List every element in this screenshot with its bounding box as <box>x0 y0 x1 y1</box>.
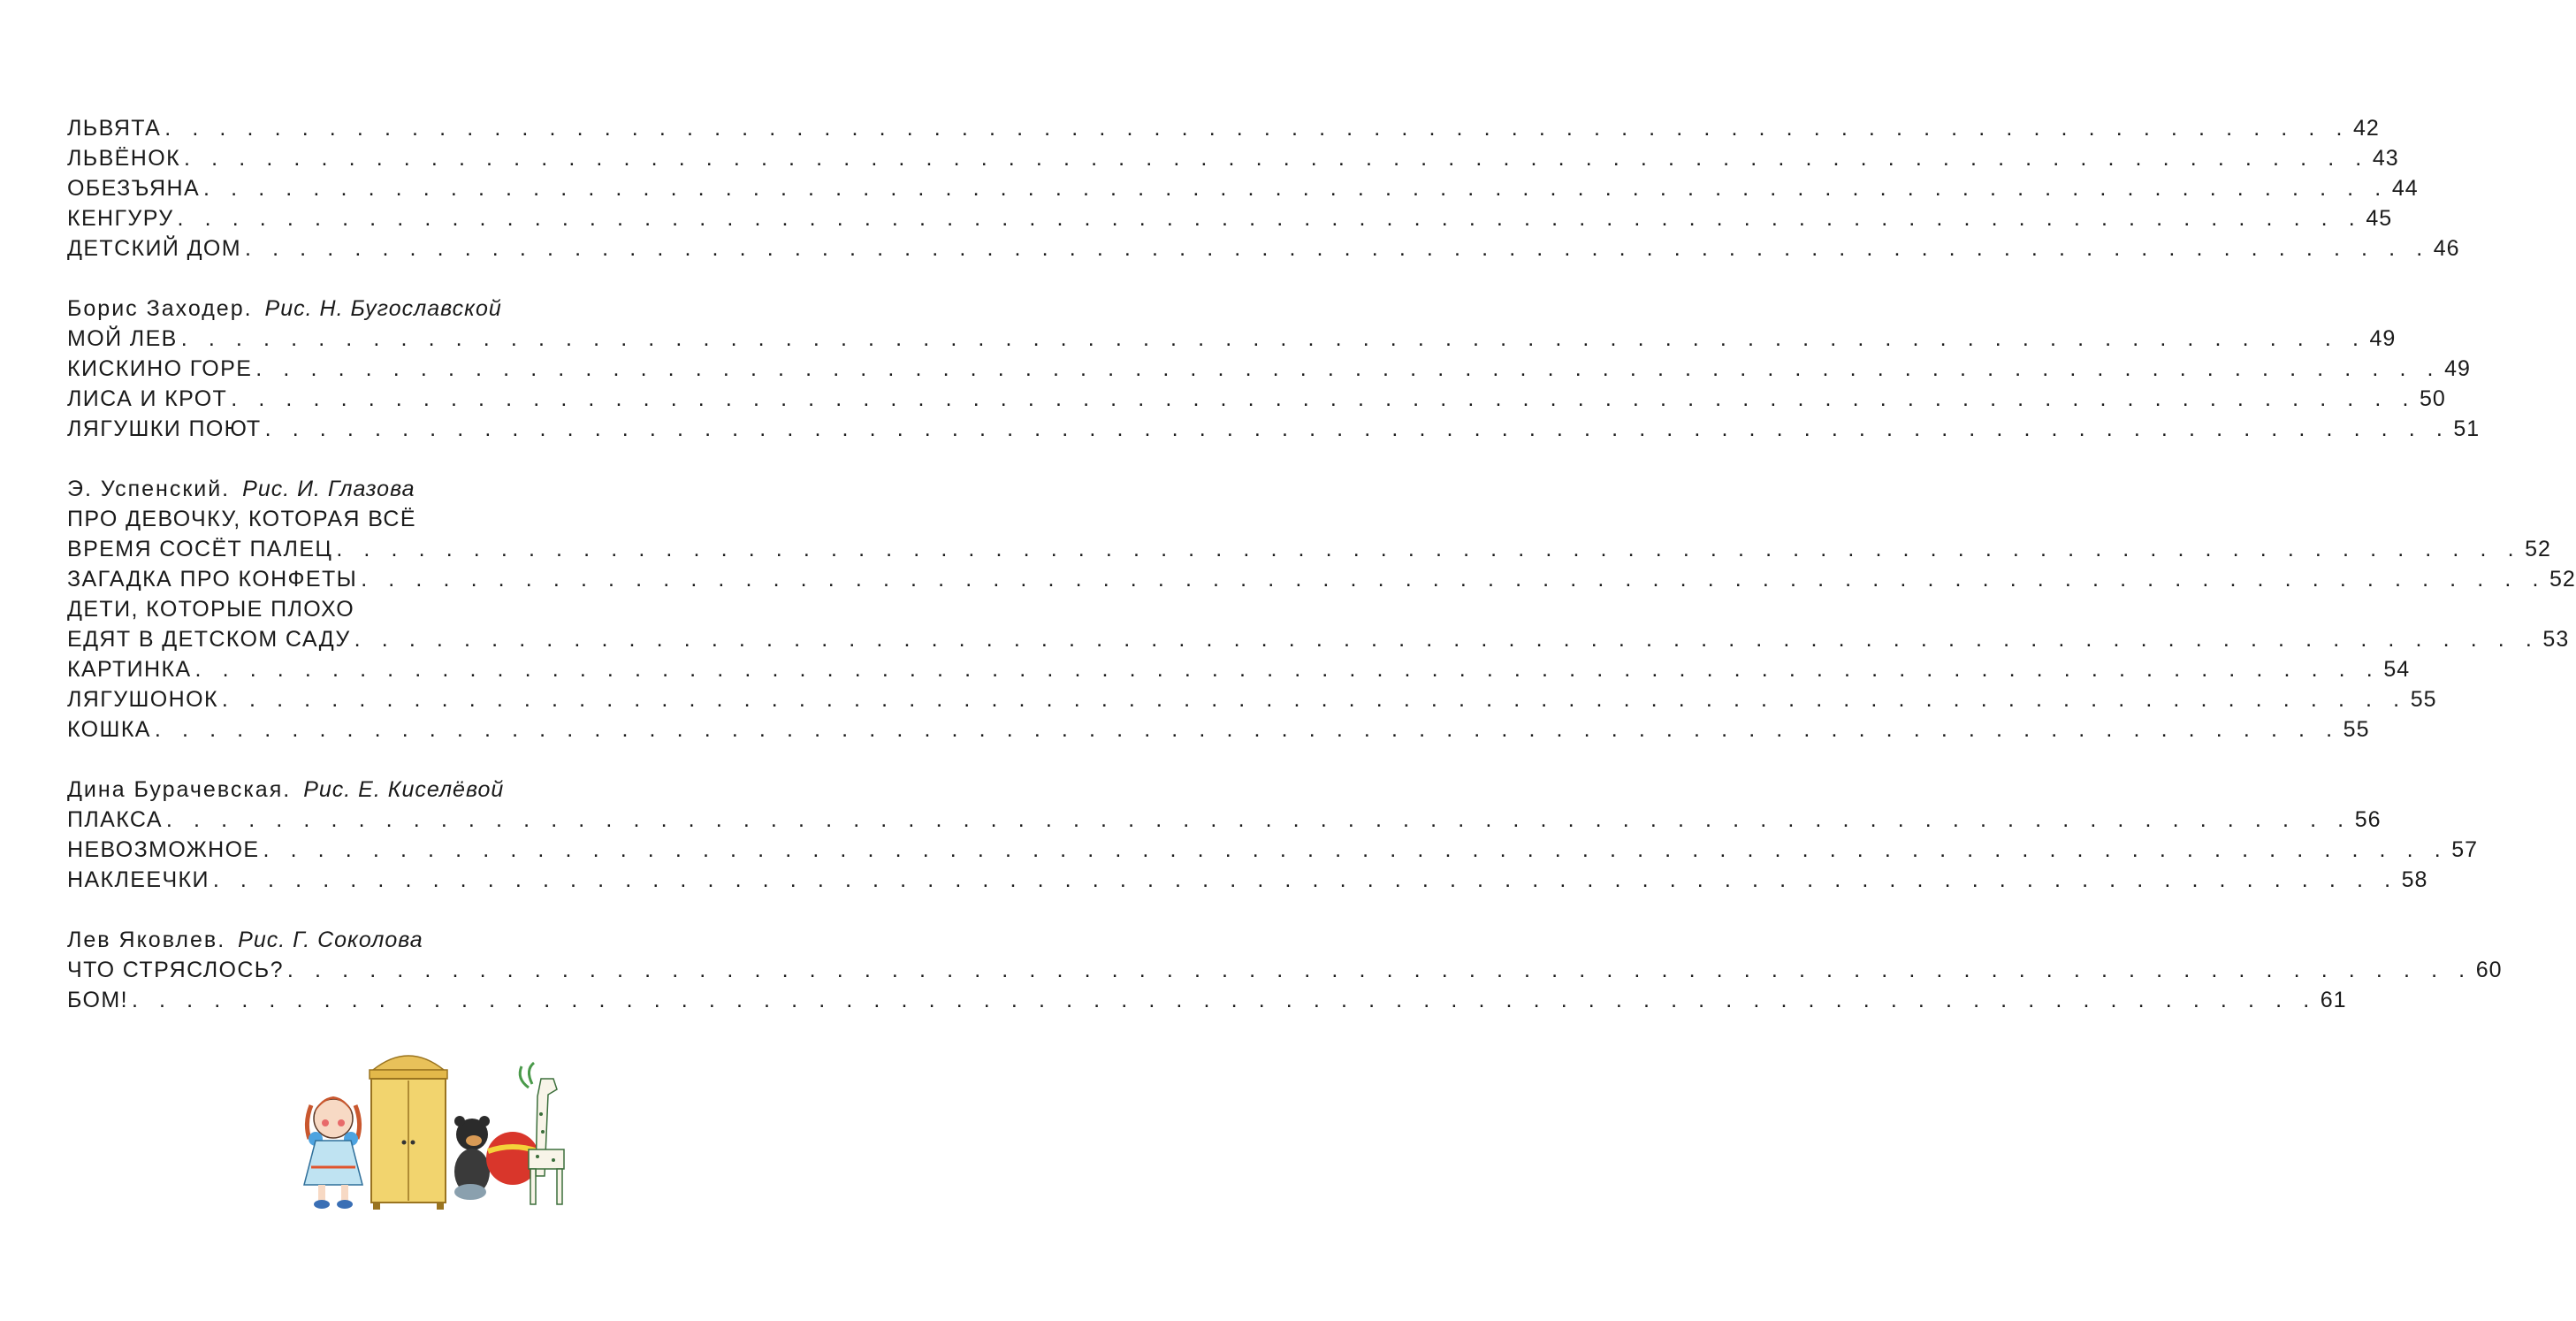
author-heading <box>67 925 773 955</box>
entry-title: КАРТИНКА <box>67 657 192 682</box>
entry-title: ЛИСА И КРОТ <box>67 386 228 411</box>
toys-illustration <box>276 1043 576 1220</box>
dot-leader: . . . . . . . . . . . . . . . . . . . . . . . . . . . . . . . . . . . . . . . . . . . . . . . . . . . . . . . . . . . . . . . . . . . . . . . . . . . . . . . . <box>255 356 2442 381</box>
entry-page-number: 60 <box>2475 958 2503 982</box>
entry-title: ЛЯГУШКИ ПОЮТ <box>67 416 262 441</box>
toc-entry <box>67 624 2570 654</box>
dot-leader: . . . . . . . . . . . . . . . . . . . . . . . . . . . . . . . . . . . . . . . . . . . . . . . . . . . . . . . . . . . . . . . . . . . . . . . . . . . . . . . . <box>165 807 2351 832</box>
toc-section <box>67 775 2479 895</box>
toc-section <box>67 474 2576 744</box>
entry-page-number: 51 <box>2453 416 2481 441</box>
toc-entry <box>67 835 2479 865</box>
toc-section <box>67 113 2460 263</box>
toc-entry <box>67 865 2428 895</box>
entry-title: ПЛАКСА <box>67 807 163 832</box>
dot-leader: . . . . . . . . . . . . . . . . . . . . . . . . . . . . . . . . . . . . . . . . . . . . . . . . . . . . . . . . . . . . . . . . . . . . . . . . . . . . . . . . <box>194 657 2381 682</box>
entry-page-number: 53 <box>2542 627 2570 652</box>
entry-page-number: 49 <box>2444 356 2471 381</box>
toc-section <box>67 294 2481 444</box>
entry-title: ЛЬВЁНОК <box>67 146 181 171</box>
dot-leader: . . . . . . . . . . . . . . . . . . . . . . . . . . . . . . . . . . . . . . . . . . . . . . . . . . . . . . . . . . . . . . . . . . . . . . . . . . . . . . . . <box>212 867 2398 892</box>
dot-leader: . . . . . . . . . . . . . . . . . . . . . . . . . . . . . . . . . . . . . . . . . . . . . . . . . . . . . . . . . . . . . . . . . . . . . . . . . . . . . . . . <box>286 958 2473 982</box>
toc-entry <box>67 504 773 534</box>
entry-title: КЕНГУРУ <box>67 206 174 231</box>
toc-entry <box>67 354 2471 384</box>
entry-title: ДЕТСКИЙ ДОМ <box>67 236 241 261</box>
entry-title: ЛЯГУШОНОК <box>67 687 218 712</box>
illustrator-credit: Рис. И. Глазова <box>242 477 415 501</box>
doll-figure <box>304 1096 362 1209</box>
entry-title: ЗАГАДКА ПРО КОНФЕТЫ <box>67 567 358 592</box>
dot-leader: . . . . . . . . . . . . . . . . . . . . . . . . . . . . . . . . . . . . . . . . . . . . . . . . . . . . . . . . . . . . . . . . . . . . . . . . . . . . . . . . <box>264 416 2450 441</box>
entry-page-number: 56 <box>2354 807 2382 832</box>
illustrator-credit: Рис. Н. Бугославской <box>264 296 502 321</box>
dot-leader: . . . . . . . . . . . . . . . . . . . . . . . . . . . . . . . . . . . . . . . . . . . . . . . . . . . . . . . . . . . . . . . . . . . . . . . . . . . . . . . . <box>354 627 2540 652</box>
dot-leader: . . . . . . . . . . . . . . . . . . . . . . . . . . . . . . . . . . . . . . . . . . . . . . . . . . . . . . . . . . . . . . . . . . . . . . . . . . . . . . . . <box>221 687 2407 712</box>
toc-entry <box>67 805 2382 835</box>
toc-entry <box>67 173 2419 203</box>
entry-title: МОЙ ЛЕВ <box>67 326 178 351</box>
author-heading <box>67 474 773 504</box>
dot-leader: . . . . . . . . . . . . . . . . . . . . . . . . . . . . . . . . . . . . . . . . . . . . . . . . . . . . . . . . . . . . . . . . . . . . . . . . . . . . . . . . <box>184 146 2369 171</box>
giraffe-figure <box>520 1063 564 1204</box>
entry-title: НАКЛЕЕЧКИ <box>67 867 210 892</box>
entry-title: КОШКА <box>67 717 151 742</box>
wardrobe-figure <box>370 1056 447 1210</box>
dot-leader: . . . . . . . . . . . . . . . . . . . . . . . . . . . . . . . . . . . . . . . . . . . . . . . . . . . . . . . . . . . . . . . . . . . . . . . . . . . . . . . . <box>231 386 2417 411</box>
entry-title: ЧТО СТРЯСЛОСЬ? <box>67 958 284 982</box>
entry-title: БОМ! <box>67 988 128 1012</box>
dot-leader: . . . . . . . . . . . . . . . . . . . . . . . . . . . . . . . . . . . . . . . . . . . . . . . . . . . . . . . . . . . . . . . . . . . . . . . . . . . . . . . . <box>203 176 2389 201</box>
entry-page-number: 45 <box>2366 206 2393 231</box>
entry-page-number: 50 <box>2420 386 2446 411</box>
entry-page-number: 49 <box>2369 326 2397 351</box>
toc-entry <box>67 143 2399 173</box>
toc-entry <box>67 414 2481 444</box>
entry-page-number: 57 <box>2451 837 2479 862</box>
dot-leader: . . . . . . . . . . . . . . . . . . . . . . . . . . . . . . . . . . . . . . . . . . . . . . . . . . . . . . . . . . . . . . . . . . . . . . . . . . . . . . . . <box>154 717 2340 742</box>
entry-title: ДЕТИ, КОТОРЫЕ ПЛОХО <box>67 597 355 622</box>
toc-section <box>67 925 2503 1015</box>
dot-leader: . . . . . . . . . . . . . . . . . . . . . . . . . . . . . . . . . . . . . . . . . . . . . . . . . . . . . . . . . . . . . . . . . . . . . . . . . . . . . . . . <box>164 116 2351 141</box>
toc-entry <box>67 714 2370 744</box>
illustrator-credit: Рис. Г. Соколова <box>238 928 423 952</box>
entry-page-number: 55 <box>2410 687 2437 712</box>
entry-page-number: 42 <box>2353 116 2380 141</box>
entry-page-number: 55 <box>2343 717 2370 742</box>
toc-entry <box>67 233 2460 263</box>
author-name: Борис Заходер. <box>67 296 253 321</box>
author-heading <box>67 775 773 805</box>
toc-entry <box>67 564 2576 594</box>
toc-entry <box>67 384 2446 414</box>
author-name: Э. Успенский. <box>67 477 231 501</box>
entry-page-number: 46 <box>2433 236 2460 261</box>
entry-title: ЕДЯТ В ДЕТСКОМ САДУ <box>67 627 351 652</box>
toc-entry <box>67 985 2347 1015</box>
entry-title: КИСКИНО ГОРЕ <box>67 356 253 381</box>
entry-page-number: 61 <box>2320 988 2347 1012</box>
table-of-contents <box>67 113 2576 1045</box>
toc-entry <box>67 684 2437 714</box>
dot-leader: . . . . . . . . . . . . . . . . . . . . . . . . . . . . . . . . . . . . . . . . . . . . . . . . . . . . . . . . . . . . . . . . . . . . . . . . . . . . . . . . <box>177 206 2363 231</box>
toc-entry <box>67 534 2551 564</box>
toc-entry <box>67 203 2393 233</box>
entry-title: ВРЕМЯ СОСЁТ ПАЛЕЦ <box>67 537 333 561</box>
toc-entry <box>67 113 2380 143</box>
dot-leader: . . . . . . . . . . . . . . . . . . . . . . . . . . . . . . . . . . . . . . . . . . . . . . . . . . . . . . . . . . . . . . . . . . . . . . . . . . . . . . . . <box>131 988 2317 1012</box>
entry-title: ОБЕЗЪЯНА <box>67 176 201 201</box>
entry-page-number: 52 <box>2549 567 2576 592</box>
entry-title: ЛЬВЯТА <box>67 116 162 141</box>
toc-entry <box>67 324 2397 354</box>
author-name: Лев Яковлев. <box>67 928 226 952</box>
author-heading <box>67 294 773 324</box>
illustrator-credit: Рис. Е. Киселёвой <box>303 777 505 802</box>
toc-entry <box>67 654 2411 684</box>
bear-figure <box>454 1116 490 1200</box>
author-name: Дина Бурачевская. <box>67 777 292 802</box>
dot-leader: . . . . . . . . . . . . . . . . . . . . . . . . . . . . . . . . . . . . . . . . . . . . . . . . . . . . . . . . . . . . . . . . . . . . . . . . . . . . . . . . <box>244 236 2430 261</box>
toc-entry <box>67 594 773 624</box>
dot-leader: . . . . . . . . . . . . . . . . . . . . . . . . . . . . . . . . . . . . . . . . . . . . . . . . . . . . . . . . . . . . . . . . . . . . . . . . . . . . . . . . <box>361 567 2546 592</box>
entry-page-number: 58 <box>2401 867 2428 892</box>
entry-title: ПРО ДЕВОЧКУ, КОТОРАЯ ВСЁ <box>67 507 416 531</box>
entry-title: НЕВОЗМОЖНОЕ <box>67 837 260 862</box>
dot-leader: . . . . . . . . . . . . . . . . . . . . . . . . . . . . . . . . . . . . . . . . . . . . . . . . . . . . . . . . . . . . . . . . . . . . . . . . . . . . . . . . <box>180 326 2366 351</box>
toc-entry <box>67 955 2503 985</box>
dot-leader: . . . . . . . . . . . . . . . . . . . . . . . . . . . . . . . . . . . . . . . . . . . . . . . . . . . . . . . . . . . . . . . . . . . . . . . . . . . . . . . . <box>263 837 2449 862</box>
dot-leader: . . . . . . . . . . . . . . . . . . . . . . . . . . . . . . . . . . . . . . . . . . . . . . . . . . . . . . . . . . . . . . . . . . . . . . . . . . . . . . . . <box>336 537 2522 561</box>
entry-page-number: 43 <box>2372 146 2399 171</box>
entry-page-number: 44 <box>2391 176 2419 201</box>
entry-page-number: 54 <box>2383 657 2411 682</box>
entry-page-number: 52 <box>2525 537 2551 561</box>
